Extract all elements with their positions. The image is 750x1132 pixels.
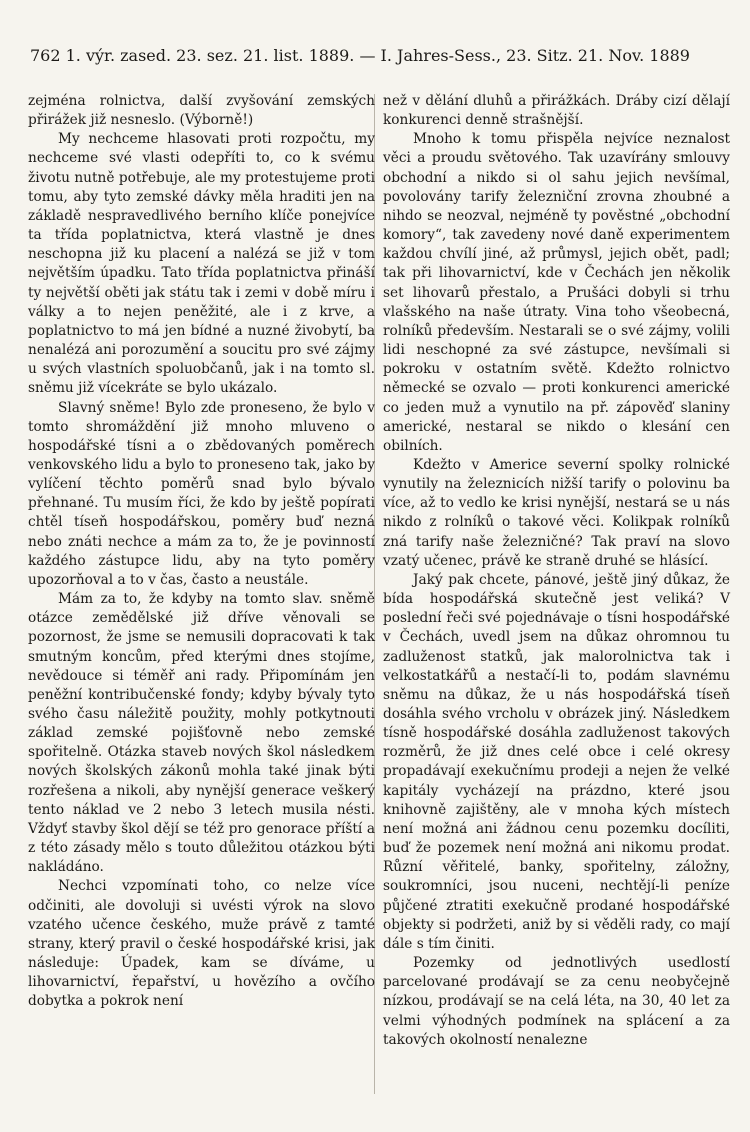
left-paragraph-2: My nechceme hlasovati proti rozpočtu, my nechceme své vlasti odepříti to, co k svému životu nutně potřebuje, ale my protestujeme proti tomu, aby tyto zemské dávky měla hraditi jen na základě nespravedlivého berního klíče ponejvíce ta třída poplatnictva, která vlastně je dnes neschopna již ku placení a nalézá se již v tom největším úpadku. Tato třída poplatnictva přináší ty největší oběti jak státu tak i zemi v době míru i války a to nejen peněžité, ale i z krve, a poplatnictvo to má jen bídné a nuzné živobytí, ba nenalézá ani porozumění a soucitu pro své zájmy u svých vlastních spoluobčanů, jak i na tomto sl. sněmu již vícekráte se bylo ukázalo.: [28, 131, 375, 397]
right-paragraph-5: Pozemky od jednotlivých usedlostí parcelované prodávají se za cenu neobyčejně nízkou, prodávají se na celá léta, na 30, 40 let za velmi výhodných podmínek na splácení a za takových okolností nenalezne: [383, 955, 730, 1048]
left-column: [28, 92, 375, 1012]
right-paragraph-4: Jaký pak chcete, pánové, ještě jiný důkaz, že bída hospodářská skutečně jest veliká? V poslední řeči své pojednávaje o tísni hospodářské v Čechách, uvedl jsem na důkaz ohromnou tu zadluženost statků, jak malorolnictva tak i velkostatkářů a nestačí-li to, podám slavnému sněmu na důkaz, že u nás hospodářská tíseň dosáhla svého vrcholu v obrázek jiný. Následkem tísně hospodářské dosáhla zadluženost takových rozměrů, že již dnes celé obce i celé okresy propadávají exekučnímu prodeji a nejen že velké kapitály vycházejí na prázdno, které jsou knihovně zajištěny, ale v mnoha kých místech není možná ani žádnou cenu pozemku docíliti, buď že pozemek není možná ani nikomu prodat. Různí věřitelé, banky, spořitelny, záložny, soukromníci, jsou nuceni, nechtějí-li peníze půjčené ztratiti exekučně prodané hospodářské objekty si podržeti, aniž by si věděli rady, co mají dále s tím činiti.: [383, 571, 730, 952]
left-paragraph-1: zejména rolnictva, další zvyšování zemských přirážek již nesneslo. (Výborně!): [28, 93, 375, 129]
left-paragraph-3: Slavný sněme! Bylo zde proneseno, že bylo v tomto shromáždění již mnoho mluveno o hospodářské tísni a o zbědovaných poměrech venkovského lidu a bylo to proneseno tak, jako by vylíčení těchto poměrů snad bylo bývalo přehnané. Tu musím říci, že kdo by ještě popírati chtěl tíseň hospodářskou, poměry buď nezná nebo znáti nechce a mám za to, že je povinností každého zástupce lidu, aby na tyto poměry upozorňoval a to v čas, často a neustále.: [28, 399, 375, 588]
right-paragraph-3: Kdežto v Americe severní spolky rolnické vynutily na železnicích nižší tarify o polovinu ba více, až to vedlo ke krisi nynější, nestará se u nás nikdo z rolníků o takové věci. Kolikpak rolníků zná tarify naše železničné? Tak praví na slovo vzatý učenec, právě ke straně druhé se hlásící.: [383, 456, 730, 569]
right-paragraph-2: Mnoho k tomu přispěla nejvíce neznalost věci a proudu světového. Tak uzavírány smlouvy obchodní a nikdo si ol sahu jejich nevšímal, povolovány tarify železniční zrovna zhoubné a nihdo se neozval, nejméně ty pověstné „obchodní komory“, tak zavedeny nové daně experimentem každou chvílí jiné, až průmysl, jejich obět, padl; tak při lihovarnictví, kde v Čechách jen několik set lihovarů přestalo, a Prušáci dobyli si trhu vlašského na naše útraty. Vina toho všeobecná, rolníků především. Nestarali se o své zájmy, volili lidi neschopné za své zástupce, nevšímali si pokroku v ostatním světě. Kdežto rolnictvo německé se ozvalo — proti konkurenci americké co jeden muž a vynutilo na př. zápověď slaniny americké, nestaral se nikdo o klesání cen obilních.: [383, 131, 730, 454]
page-header: 762 1. výr. zased. 23. sez. 21. list. 1889. — I. Jahres-Sess., 23. Sitz. 21. Nov. 1889: [30, 46, 690, 65]
left-paragraph-5: Nechci vzpomínati toho, co nelze více odčiniti, ale dovoluji si uvésti výrok na slovo vzatého učence českého, muže právě z tamté strany, který pravil o české hospodářské krisi, jak následuje: Úpadek, kam se díváme, u lihovarnictví, řepařství, u hovězího a ovčího dobytka a pokrok není: [28, 878, 375, 1010]
right-paragraph-1: než v dělání dluhů a přirážkách. Dráby cizí dělají konkurenci denně strašnější.: [383, 93, 730, 129]
left-paragraph-4: Mám za to, že kdyby na tomto slav. sněmě otázce zemědělské již dříve věnovali se pozornost, že jsme se nemusili dopracovati k tak smutným koncům, před kterými dnes stojíme, nevědouce si téměř ani rady. Připomínám jen peněžní kontribučenské fondy; kdyby bývaly tyto svého času náležitě použity, mohly potkytnouti základ zemské pojišťovně nebo zemské spořitelně. Otázka staveb nových škol následkem nových školských zákonů mohla také jinak býti rozřešena a nikoli, aby nynější generace veškerý tento náklad ve 2 nebo 3 letech musila nésti. Vždyť stavby škol dějí se též pro genorace příští a z této zásady mělo s touto důležitou otázkou býti nakládáno.: [28, 591, 375, 876]
right-column: [383, 92, 730, 1050]
